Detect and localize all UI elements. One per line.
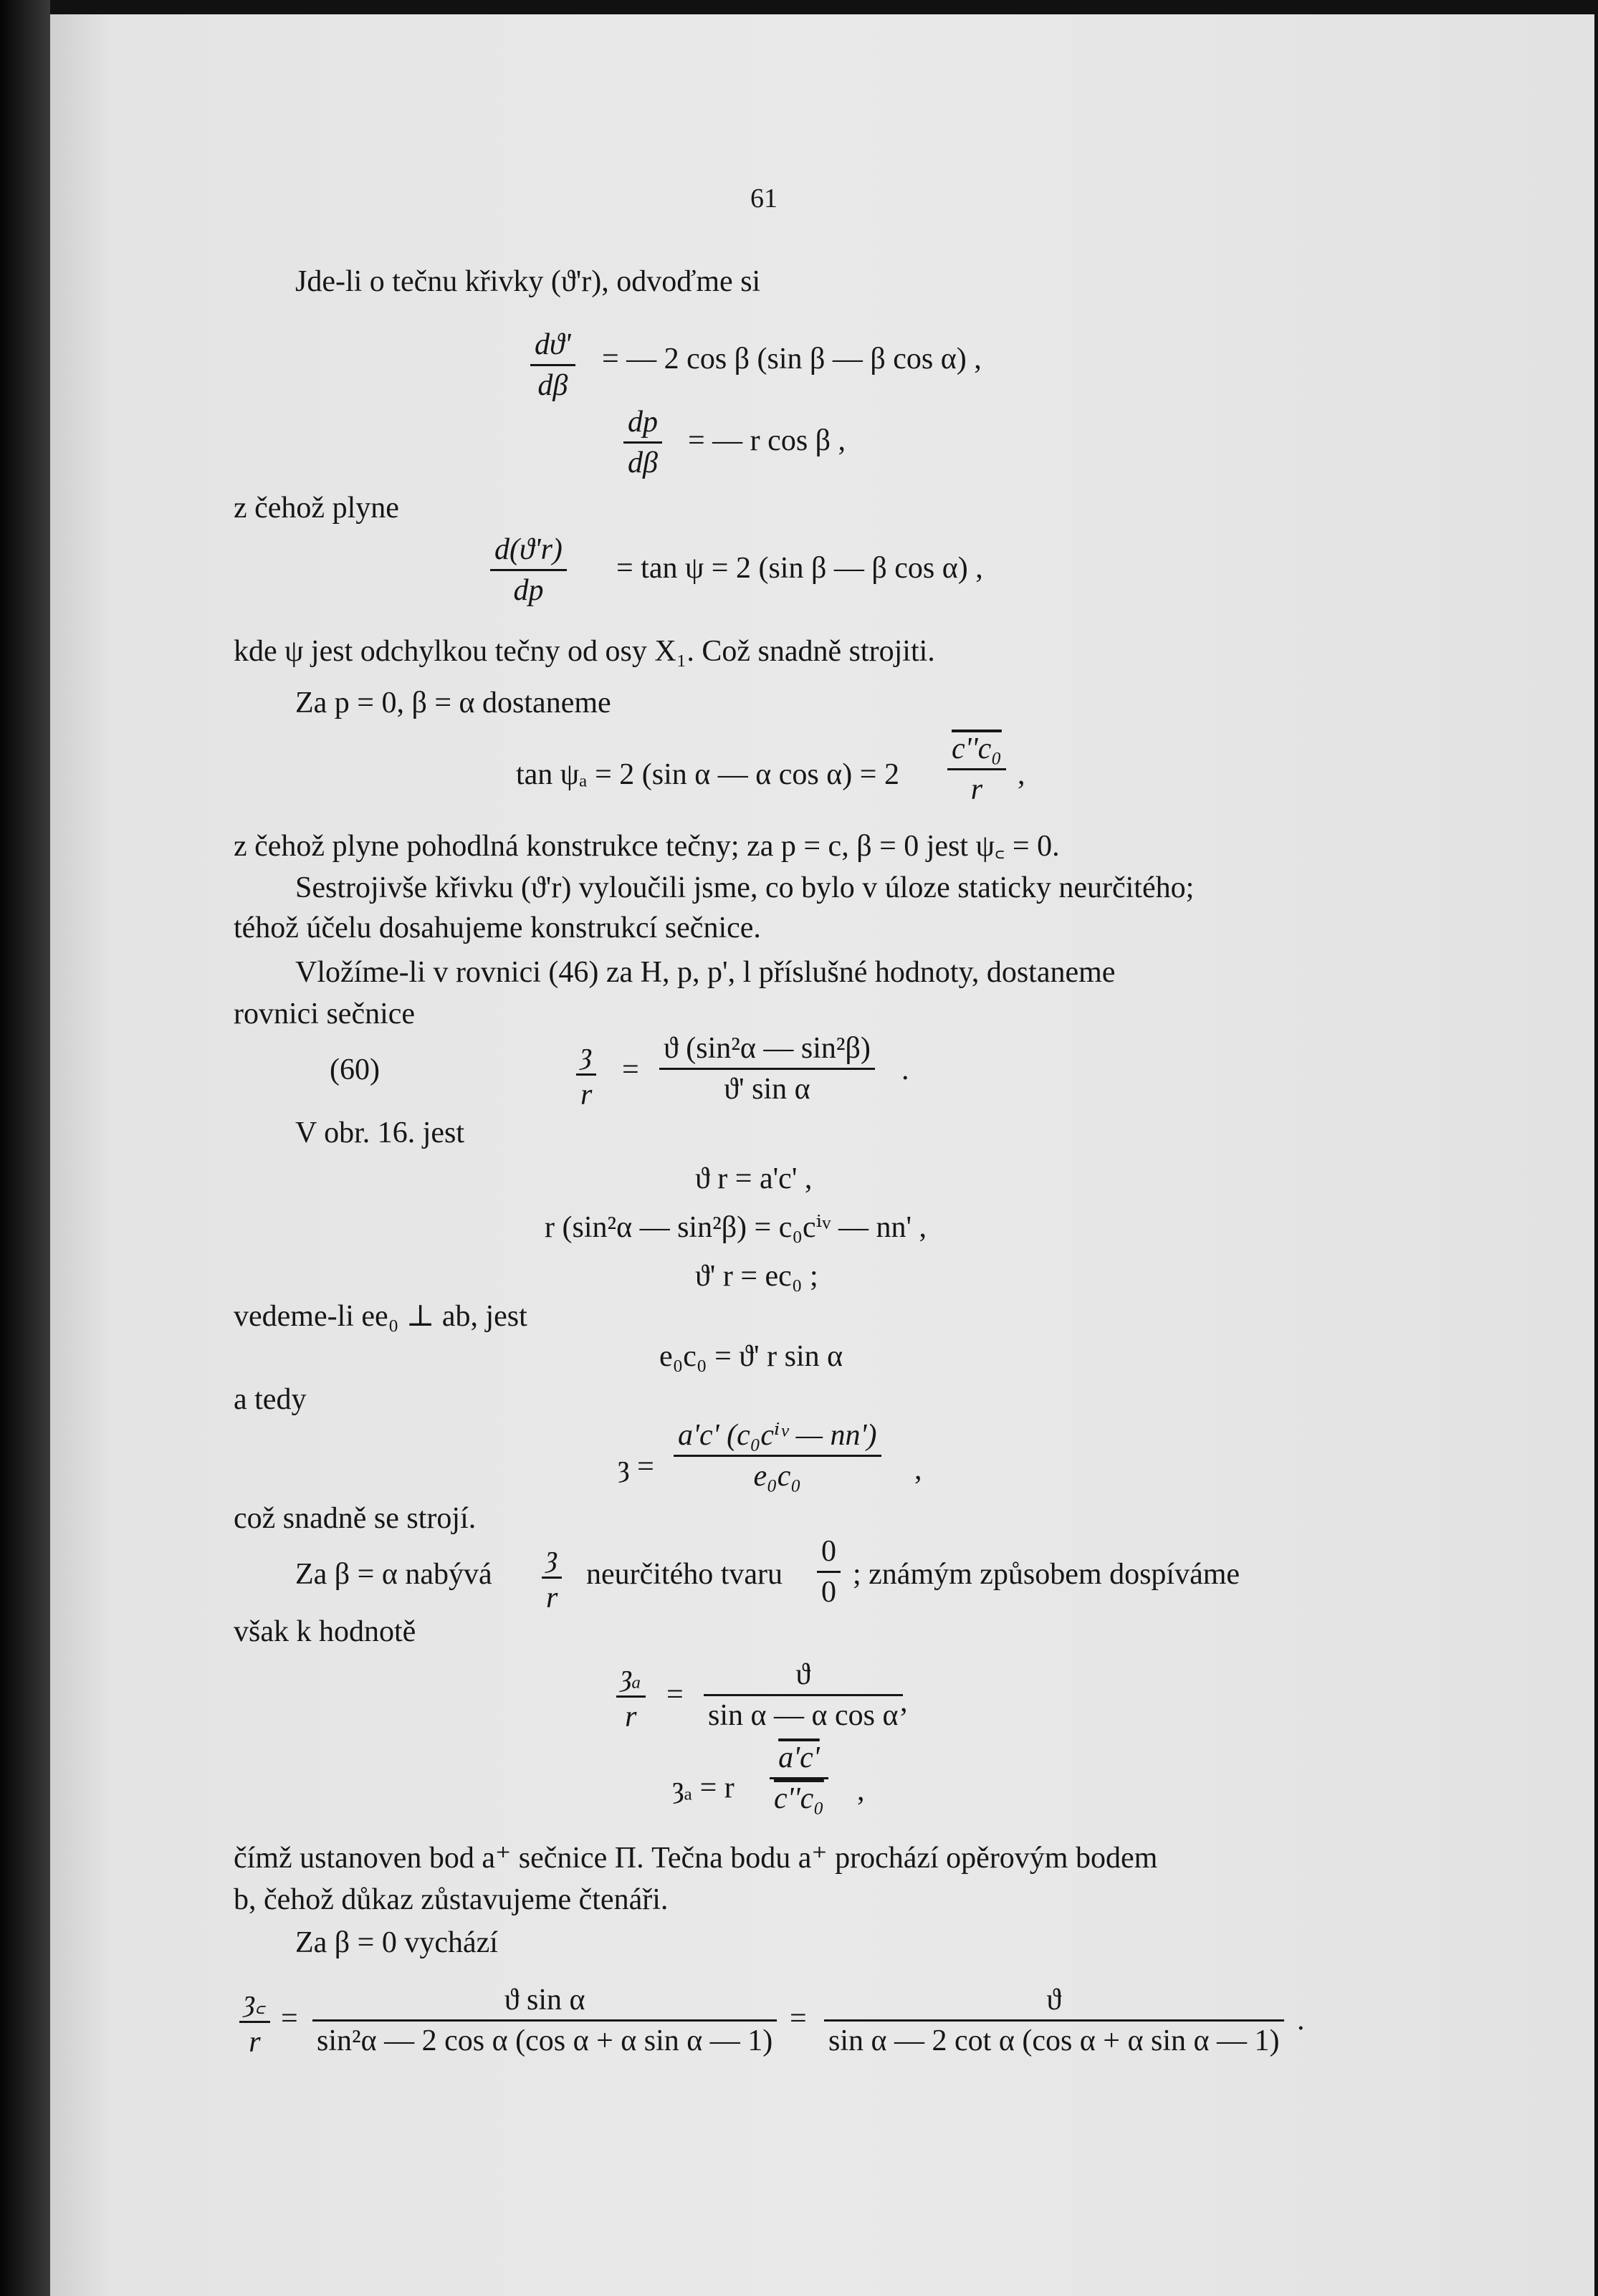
paragraph-za-p0: Za p = 0, β = α dostaneme	[295, 687, 611, 719]
eq10-lhs-denominator: r	[625, 1701, 637, 1733]
paragraph-cimz-2: b, čehož důkaz zůstavujeme čtenáři.	[234, 1883, 669, 1916]
page-number: 61	[750, 183, 778, 214]
paragraph-za-beta0: Za β = 0 vychází	[295, 1926, 498, 1959]
eq60-numerator: ϑ (sin²α — sin²β)	[664, 1032, 871, 1065]
eq3-denominator: dp	[513, 574, 544, 607]
equation-2-rhs: = — r cos β ,	[688, 424, 846, 457]
paragraph-z-cehoz-2: z čehož plyne pohodlná konstrukce tečny; za p = c, β = 0 jest ψ꜀ = 0.	[234, 830, 1060, 863]
fraction-eq11	[770, 1743, 828, 1814]
eq12-denominator-2: sin α — 2 cot α (cos α + α sin α — 1)	[828, 2024, 1280, 2057]
fraction-eq9	[674, 1420, 881, 1491]
eq1-numerator: dϑ'	[535, 328, 571, 361]
equation-11-tail: ,	[857, 1774, 865, 1807]
equation-7: ϑ' r = ec₀ ;	[695, 1260, 818, 1293]
r-denominator: r	[546, 1582, 558, 1615]
document-page	[50, 14, 1594, 2296]
paragraph-za-beta-a: Za β = α nabývá	[295, 1558, 492, 1591]
eq60-lhs-numerator: ȝ	[580, 1038, 593, 1071]
paragraph-vlozime-2: rovnici sečnice	[234, 998, 416, 1030]
fraction-eq1	[530, 330, 575, 401]
paragraph-a-tedy: a tedy	[234, 1383, 307, 1416]
eq12-numerator-2: ϑ	[1046, 1984, 1062, 2017]
zero-numerator: 0	[821, 1535, 836, 1568]
eq11-numerator: a'c'	[778, 1741, 820, 1774]
eq3-numerator: d(ϑ'r)	[494, 533, 563, 566]
eq4-numerator: c''c₀	[952, 732, 1002, 765]
equation-60-label: (60)	[330, 1053, 380, 1086]
eq2-numerator: dp	[628, 406, 658, 439]
equation-4-lhs: tan ψₐ = 2 (sin α — α cos α) = 2	[516, 758, 899, 791]
eq12-numerator-1: ϑ sin α	[504, 1984, 585, 2017]
fraction-eq12-lhs	[239, 1986, 270, 2057]
equation-9-tail: ,	[914, 1453, 922, 1486]
paragraph-sestroj-1: Sestrojivše křivku (ϑ'r) vyloučili jsme, co bylo v úloze staticky neurčitého;	[295, 871, 1195, 904]
equation-10-tail: ,	[900, 1685, 908, 1718]
paragraph-vedeme: vedeme-li ee₀ ⊥ ab, jest	[234, 1300, 527, 1333]
paragraph-vlozime-1: Vložíme-li v rovnici (46) za H, p, p', l příslušné hodnoty, dostaneme	[295, 956, 1116, 989]
paragraph-vsak: však k hodnotě	[234, 1615, 416, 1648]
equation-12-tail: .	[1297, 2004, 1305, 2037]
equals-sign: =	[281, 2002, 298, 2035]
eq12-lhs-numerator: ȝ꜀	[244, 1985, 266, 2018]
eq4-denominator: r	[970, 773, 983, 806]
eq12-denominator-1: sin²α — 2 cos α (cos α + α sin α — 1)	[317, 2024, 773, 2057]
z-numerator: ȝ	[546, 1541, 558, 1574]
equation-5: ϑ r = a'c' ,	[695, 1162, 813, 1195]
paragraph-cimz-1: čímž ustanoven bod a⁺ sečnice Π. Tečna bodu a⁺ prochází opěrovým bodem	[234, 1842, 1158, 1875]
eq9-numerator: a'c' (c₀cⁱᵛ — nn')	[678, 1419, 877, 1452]
paragraph-sestroj-2: téhož účelu dosahujeme konstrukcí sečnice.	[234, 912, 761, 944]
fraction-eq60-lhs	[576, 1039, 596, 1110]
fraction-eq12-a	[312, 1985, 777, 2056]
zero-denominator: 0	[821, 1576, 836, 1609]
equation-8: e₀c₀ = ϑ' r sin α	[659, 1340, 843, 1373]
eq60-denominator: ϑ' sin α	[724, 1073, 810, 1106]
paragraph-coz: což snadně se strojí.	[234, 1502, 477, 1535]
paragraph-z-cehoz-1: z čehož plyne	[234, 492, 399, 525]
paragraph-intro: Jde-li o tečnu křivky (ϑ'r), odvoďme si	[295, 265, 761, 298]
fraction-eq2	[623, 407, 662, 478]
fraction-eq60-rhs	[659, 1033, 875, 1104]
fraction-eq12-b	[824, 1985, 1284, 2056]
fraction-eq4	[947, 734, 1006, 805]
paragraph-v-obr: V obr. 16. jest	[295, 1116, 465, 1149]
equals-sign: =	[666, 1678, 684, 1711]
equation-3-rhs: = tan ψ = 2 (sin β — β cos α) ,	[616, 552, 983, 585]
eq10-denominator: sin α — α cos α	[708, 1699, 899, 1732]
fraction-z-over-r	[542, 1542, 562, 1613]
eq10-numerator: ϑ	[795, 1658, 811, 1691]
period: .	[901, 1053, 909, 1086]
eq2-denominator: dβ	[628, 446, 658, 479]
equation-9-lhs: ȝ =	[618, 1450, 654, 1483]
paragraph-kde-psi: kde ψ jest odchylkou tečny od osy X₁. Což snadně strojiti.	[234, 635, 935, 668]
fraction-zero-over-zero	[817, 1536, 841, 1607]
equation-11-lhs: ȝₐ = r	[672, 1771, 735, 1804]
eq9-denominator: e₀c₀	[753, 1460, 801, 1493]
fraction-eq3	[490, 535, 567, 606]
equals-sign: =	[622, 1053, 639, 1086]
equation-4-tail: ,	[1018, 758, 1025, 791]
eq60-lhs-denominator: r	[580, 1078, 593, 1111]
eq1-denominator: dβ	[537, 369, 568, 402]
equals-sign: =	[790, 2002, 807, 2035]
text-neurciteho: neurčitého tvaru	[586, 1558, 783, 1591]
eq11-denominator: c''c₀	[774, 1782, 824, 1815]
equation-6: r (sin²α — sin²β) = c₀cⁱᵛ — nn' ,	[545, 1211, 927, 1244]
fraction-eq10-rhs	[704, 1660, 903, 1731]
book-binding-edge	[0, 0, 50, 2296]
eq10-lhs-numerator: ȝₐ	[621, 1660, 641, 1693]
fraction-eq10-lhs	[616, 1661, 646, 1732]
eq12-lhs-denominator: r	[249, 2026, 261, 2059]
text-znamym: ; známým způsobem dospíváme	[853, 1558, 1240, 1591]
equation-1-rhs: = — 2 cos β (sin β — β cos α) ,	[602, 343, 982, 376]
